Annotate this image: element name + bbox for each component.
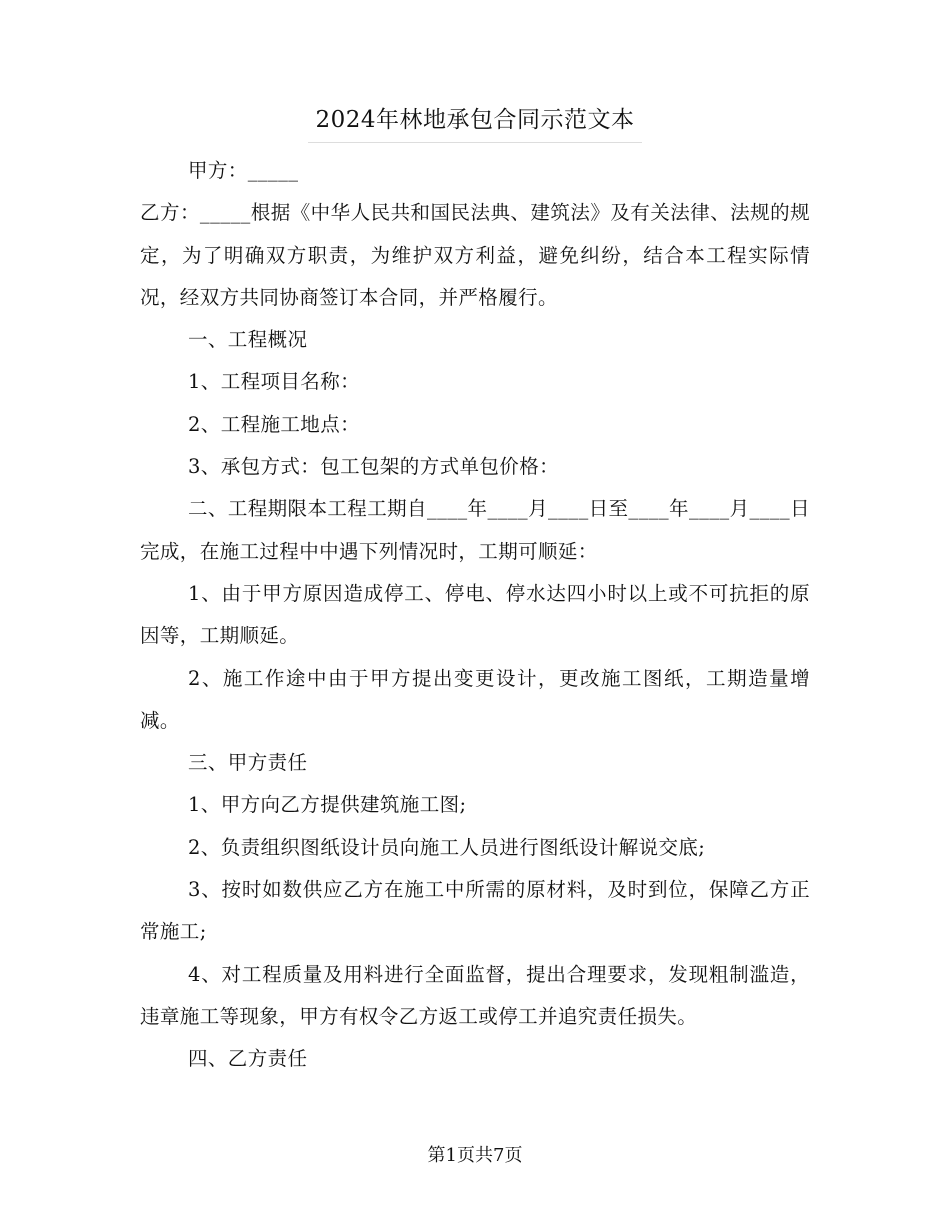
clause-design-change: 2、施工作途中由于甲方提出变更设计，更改施工图纸，工期造量增减。 (140, 666, 810, 732)
party-b-preamble: 乙方：_____根据《中华人民共和国民法典、建筑法》及有关法律、法规的规定，为了明确双方职责，为维护双方利益，避免纠纷，结合本工程实际情况，经双方共同协商签订本合同，并严格履行。 (140, 201, 810, 309)
clause-material-supply: 3、按时如数供应乙方在施工中所需的原材料，及时到位，保障乙方正常施工; (140, 878, 810, 944)
clause-project-location: 2、工程施工地点： (188, 412, 361, 436)
page-number-footer: 第1页共7页 (427, 1145, 523, 1166)
clause-design-briefing: 2、负责组织图纸设计员向施工人员进行图纸设计解说交底; (188, 835, 706, 859)
section-heading-party-a-duties: 三、甲方责任 (188, 751, 308, 775)
section-heading-project-period: 二、工程期限本工程工期自____年____月____日至____年____月____日完成，在施工过程中中遇下列情况时，工期可顺延： (140, 497, 810, 563)
clause-contract-method: 3、承包方式：包工包架的方式单包价格： (188, 455, 560, 479)
clause-provide-drawings: 1、甲方向乙方提供建筑施工图; (188, 793, 467, 817)
clause-delay-party-a: 1、由于甲方原因造成停工、停电、停水达四小时以上或不可抗拒的原因等，工期顺延。 (140, 581, 810, 648)
clause-project-name: 1、工程项目名称： (188, 370, 361, 394)
title-underline (308, 142, 642, 143)
clause-quality-supervision: 4、对工程质量及用料进行全面监督，提出合理要求，发现粗制滥造，违章施工等现象，甲方有权令乙方返工或停工并追究责任损失。 (140, 962, 810, 1028)
section-heading-party-b-duties: 四、乙方责任 (188, 1047, 308, 1071)
document-body (140, 150, 810, 1081)
document-title: 2024年林地承包合同示范文本 (315, 107, 635, 133)
section-heading-project-overview: 一、工程概况 (188, 328, 308, 352)
party-a-line: 甲方：_____ (188, 159, 299, 182)
